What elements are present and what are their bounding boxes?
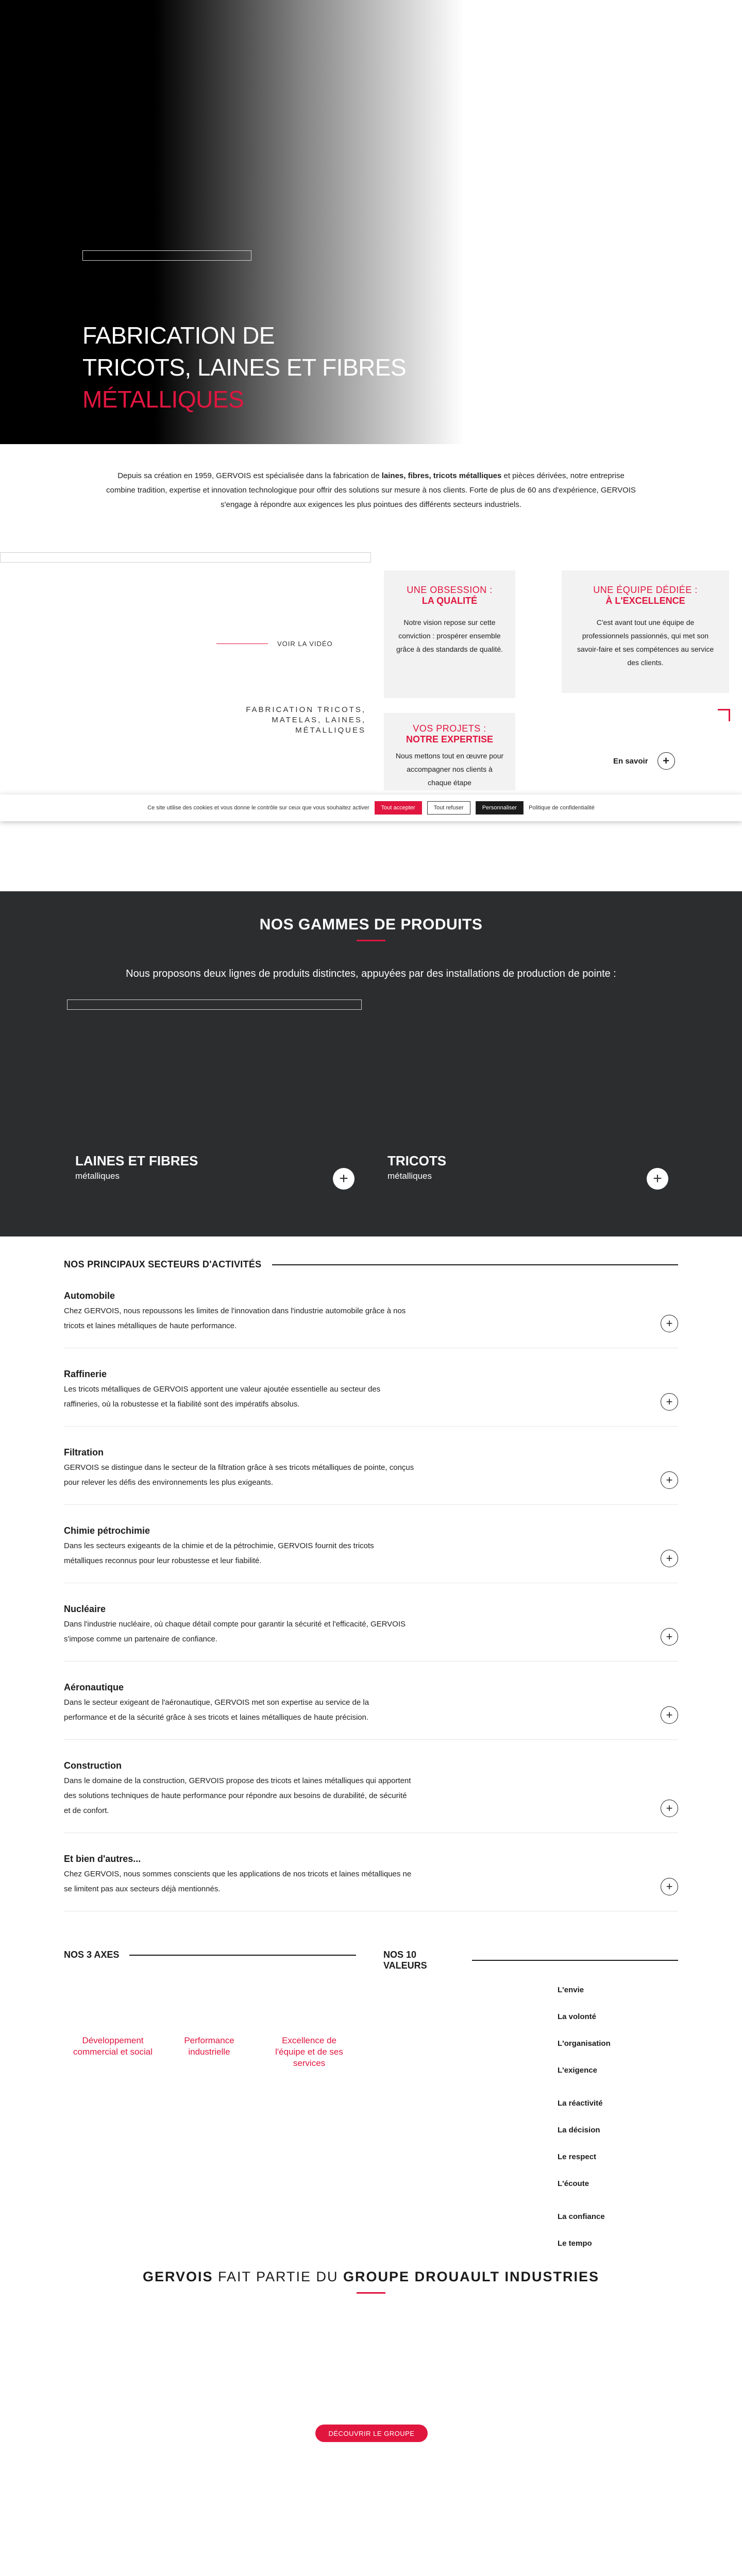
plus-icon[interactable]: +: [661, 1471, 678, 1489]
sector-name: Et bien d'autres...: [64, 1854, 141, 1864]
plus-icon[interactable]: +: [661, 1800, 678, 1817]
valeur-item: L'écoute: [558, 2179, 589, 2188]
sector-item: [64, 1583, 678, 1662]
sector-item: [64, 1348, 678, 1427]
cookie-banner: [0, 794, 742, 821]
valeur-item: La décision: [558, 2126, 600, 2134]
title-underline: [357, 2292, 385, 2294]
sector-name: Raffinerie: [64, 1369, 107, 1379]
axe-item: Développement commercial et social: [73, 2036, 153, 2057]
axes-heading: [64, 1950, 358, 1960]
hero-line-2: TRICOTS, LAINES ET FIBRES: [82, 354, 407, 381]
sector-text: Dans le domaine de la construction, GERVOIS propose des tricots et laines métalliques qui apportent des solutions techniques de haute performance pour répondre aux besoins de durabilité, de sécurité et de confort.: [64, 1776, 411, 1815]
valeur-item: L'exigence: [558, 2066, 597, 2075]
en-savoir-link[interactable]: [613, 752, 675, 770]
plus-icon[interactable]: +: [661, 1393, 678, 1411]
card-title: UNE ÉQUIPE DÉDIÉE :: [593, 585, 698, 595]
valeur-item: La confiance: [558, 2212, 605, 2221]
sector-item: [64, 1662, 678, 1740]
sector-text: Dans l'industrie nucléaire, où chaque détail compte pour garantir la sécurité et l'efficacité, GERVOIS s'impose comme un partenaire de confiance.: [64, 1620, 406, 1643]
sector-text: Les tricots métalliques de GERVOIS apportent une valeur ajoutée essentielle au secteur des raffineries, où la robustesse et la fiabilité sont des impératifs absolus.: [64, 1385, 381, 1409]
card-equipe: [562, 570, 729, 693]
heading-rule: [129, 1955, 356, 1956]
axes-valeurs-section: [0, 1950, 742, 2269]
gamme-sub: métalliques: [75, 1171, 120, 1181]
sector-item: [64, 1270, 678, 1348]
cookie-customize-button[interactable]: Personnaliser: [476, 801, 524, 815]
gamme-sub: métalliques: [387, 1171, 432, 1181]
groupe-name: GROUPE DROUAULT INDUSTRIES: [343, 2269, 600, 2284]
plus-icon[interactable]: +: [333, 1168, 355, 1190]
cookie-text: Ce site utilise des cookies et vous donne le contrôle sur ceux que vous souhaitez activer: [147, 805, 369, 811]
card-projets: [384, 713, 515, 790]
decouvrir-groupe-button[interactable]: DÉCOUVRIR LE GROUPE: [315, 2425, 428, 2442]
valeur-item: Le tempo: [558, 2239, 592, 2248]
valeurs-title: NOS 10 VALEURS: [383, 1950, 427, 1971]
card-title: UNE OBSESSION :: [407, 585, 493, 595]
sector-name: Nucléaire: [64, 1604, 106, 1614]
card-text: C'est avant tout une équipe de professionnels passionnés, qui met son savoir-faire et ses compétences au service des clients.: [577, 618, 714, 667]
gammes-subtitle: Nous proposons deux lignes de produits distinctes, appuyées par des installations de production de pointe :: [126, 968, 616, 979]
sector-name: Filtration: [64, 1447, 104, 1458]
title-underline: [357, 940, 385, 941]
plus-icon[interactable]: +: [661, 1878, 678, 1895]
card-subtitle: À L'EXCELLENCE: [605, 596, 685, 606]
sector-list: [64, 1270, 678, 1911]
gamme-name: TRICOTS: [387, 1153, 447, 1168]
gamme-name: LAINES ET FIBRES: [75, 1153, 198, 1168]
voir-video-label: VOIR LA VIDÉO: [277, 640, 333, 648]
card-title: VOS PROJETS :: [413, 723, 486, 734]
gamme-laines[interactable]: [75, 1153, 198, 1181]
plus-icon[interactable]: +: [661, 1550, 678, 1567]
card-qualite: [384, 570, 515, 698]
cookie-accept-button[interactable]: Tout accepter: [375, 801, 422, 815]
intro-part-1: Depuis sa création en 1959, GERVOIS est spécialisée dans la fabrication de: [117, 471, 382, 480]
axe-item: Excellence de l'équipe et de ses services: [275, 2036, 343, 2068]
gammes-title: NOS GAMMES DE PRODUITS: [259, 916, 483, 933]
gammes-section: [0, 891, 742, 1236]
card-subtitle: NOTRE EXPERTISE: [406, 734, 494, 744]
card-text: Notre vision repose sur cette conviction : prospérer ensemble grâce à des standards de qualité.: [396, 618, 503, 653]
hero-image: [82, 250, 251, 261]
gamme-tricots[interactable]: [387, 1153, 446, 1181]
sector-item: [64, 1740, 678, 1833]
sector-name: Chimie pétrochimie: [64, 1526, 150, 1536]
groupe-section: [0, 2269, 742, 2576]
sector-item: [64, 1427, 678, 1505]
sector-item: [64, 1833, 678, 1911]
axe-item: Performance industrielle: [184, 2036, 234, 2057]
hero-title: [82, 319, 406, 415]
groupe-mid: FAIT PARTIE DU: [213, 2269, 344, 2284]
groupe-title: [0, 2269, 742, 2285]
voir-video-link[interactable]: [216, 640, 333, 648]
valeur-item: La volonté: [558, 2012, 597, 2021]
sector-name: Construction: [64, 1760, 122, 1771]
secteurs-heading: [64, 1259, 678, 1270]
sector-name: Automobile: [64, 1291, 115, 1301]
plus-icon[interactable]: +: [661, 1706, 678, 1724]
cookie-policy-link[interactable]: Politique de confidentialité: [529, 805, 595, 811]
heading-rule: [272, 1264, 679, 1265]
sector-text: GERVOIS se distingue dans le secteur de la filtration grâce à ses tricots métalliques de pointe, conçus pour relever les défis des environnements les plus exigeants.: [64, 1463, 414, 1487]
axes-title: NOS 3 AXES: [64, 1950, 120, 1960]
plus-icon: +: [657, 752, 675, 770]
valeur-item: Le respect: [558, 2153, 597, 2161]
en-savoir-label: En savoir: [613, 756, 648, 766]
plus-icon[interactable]: +: [647, 1168, 668, 1190]
card-subtitle: LA QUALITÉ: [421, 596, 478, 606]
corner-accent: [718, 709, 730, 721]
sector-text: Chez GERVOIS, nous repoussons les limites de l'innovation dans l'industrie automobile grâce à nos tricots et laines métalliques de haute performance.: [64, 1307, 406, 1330]
valeur-item: L'organisation: [558, 2039, 611, 2048]
valeur-item: La réactivité: [558, 2099, 603, 2108]
plus-icon[interactable]: +: [661, 1315, 678, 1332]
sector-text: Dans le secteur exigeant de l'aéronautique, GERVOIS met son expertise au service de la performance et de la sécurité grâce à ses tricots et laines métalliques de haute précision.: [64, 1698, 369, 1722]
sector-name: Aéronautique: [64, 1682, 124, 1692]
intro-text: [0, 444, 742, 547]
secteurs-title: NOS PRINCIPAUX SECTEURS D'ACTIVITÉS: [64, 1259, 262, 1269]
heading-rule: [472, 1960, 678, 1961]
sector-item: [64, 1505, 678, 1583]
gammes-image: [67, 999, 362, 1010]
voir-line: [216, 643, 268, 644]
intro-part-2: et pièces dérivées, notre entreprise combine tradition, expertise et innovation technologique pour offrir des solutions sur mesure à nos clients. Forte de plus de 60 ans d'expérience, GERVOIS s'engage à répondre aux exigences les plus pointues des différents secteurs industriels.: [106, 471, 636, 509]
video-image: [0, 552, 371, 563]
plus-icon[interactable]: +: [661, 1628, 678, 1646]
sector-text: Dans les secteurs exigeants de la chimie et de la pétrochimie, GERVOIS fournit des tricots métalliques reconnus pour leur robustesse et leur fiabilité.: [64, 1541, 374, 1565]
hero-line-1: FABRICATION DE: [82, 322, 275, 349]
hero-accent: MÉTALLIQUES: [82, 386, 244, 413]
groupe-brand: GERVOIS: [142, 2269, 213, 2284]
secteurs-section: [0, 1236, 742, 1911]
hero: [0, 0, 742, 444]
valeur-item: L'envie: [558, 1986, 584, 1994]
valeurs-heading: [383, 1950, 678, 1971]
video-section: [0, 547, 742, 789]
intro-bold: laines, fibres, tricots métalliques: [381, 471, 502, 480]
card-text: Nous mettons tout en œuvre pour accompagner nos clients à chaque étape: [395, 752, 504, 787]
products-caption: FABRICATION TRICOTS, MATELAS, LAINES, MÉTALLIQUES: [246, 705, 366, 735]
valeurs-list: [558, 1986, 611, 2266]
cookie-refuse-button[interactable]: Tout refuser: [427, 801, 470, 815]
sector-text: Chez GERVOIS, nous sommes conscients que les applications de nos tricots et laines métalliques ne se limitent pas aux secteurs déjà mentionnés.: [64, 1870, 412, 1893]
